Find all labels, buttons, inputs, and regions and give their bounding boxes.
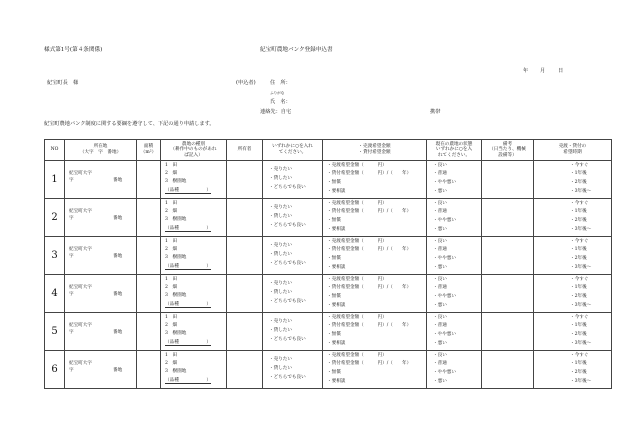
land-type-rice-label: 1 田 [165,315,178,320]
land-type-orchard-label: 3 樹園地 [165,255,187,260]
condition-cell[interactable] [427,275,482,313]
intent-cell[interactable] [263,275,323,313]
price-lease-option: ・貸付希望金額（ 円）/（ 年） [327,361,412,366]
header-land-type: 農地の種別 （耕作中のものがあれ ば記入） [161,140,227,161]
location-aza-label: 字 [69,368,74,373]
address-label: 住 所： [270,80,291,86]
price-sale-option: ・売渡希望金額（ 円） [327,353,387,358]
location-banchi-label: 番地 [113,254,123,259]
row-number: 2 [45,199,65,237]
condition-good-option: ・良い [433,163,447,168]
land-type-orchard-label: 3 樹園地 [165,331,187,336]
land-type-rice-label: 1 田 [165,201,178,206]
land-type-orchard-label: 3 樹園地 [165,369,187,374]
price-lease-option: ・貸付希望金額（ 円）/（ 年） [327,285,412,290]
timing-2yr-option: ・2年後 [570,294,587,299]
intent-sell-option: ・売りたい [269,281,292,286]
timing-cell[interactable] [534,275,612,313]
header-location: 所在地 （大字 字 番地） [65,140,137,161]
price-cell[interactable] [323,237,427,275]
condition-bad-option: ・悪い [433,303,447,308]
intent-cell[interactable] [263,161,323,199]
row-number: 3 [45,237,65,275]
price-cell[interactable] [323,161,427,199]
timing-cell[interactable] [534,313,612,351]
intent-lend-option: ・貸したい [269,176,292,181]
location-cell[interactable] [65,351,137,389]
contact-mobile-label: 携帯 [430,109,441,115]
header-intent: いずれかに○を入れ てください。 [263,140,323,161]
price-free-option: ・無償 [327,218,341,223]
condition-cell[interactable] [427,237,482,275]
timing-2yr-option: ・2年後 [570,180,587,185]
remarks-cell[interactable] [482,351,534,389]
location-banchi-label: 番地 [113,368,123,373]
condition-fair-option: ・やや悪い [433,294,456,299]
timing-1yr-option: ・1年後 [570,209,587,214]
intent-sell-option: ・売りたい [269,205,292,210]
price-lease-option: ・貸付希望金額（ 円）/（ 年） [327,171,412,176]
price-consult-option: ・要相談 [327,341,346,346]
furigana-label: ふりがな [270,91,285,95]
condition-good-option: ・良い [433,315,447,320]
remarks-cell[interactable] [482,313,534,351]
location-cell[interactable] [65,237,137,275]
location-aza-label: 字 [69,216,74,221]
condition-bad-option: ・悪い [433,379,447,384]
location-banchi-label: 番地 [113,330,123,335]
remarks-cell[interactable] [482,161,534,199]
timing-3yr-option: ・3年後～ [570,303,592,308]
price-sale-option: ・売渡希望金額（ 円） [327,201,387,206]
condition-normal-option: ・普通 [433,247,447,252]
intent-sell-option: ・売りたい [269,357,292,362]
timing-now-option: ・今すぐ [570,239,589,244]
condition-normal-option: ・普通 [433,285,447,290]
price-lease-option: ・貸付希望金額（ 円）/（ 年） [327,323,412,328]
price-consult-option: ・要相談 [327,189,346,194]
price-free-option: ・無償 [327,370,341,375]
location-banchi-label: 番地 [113,178,123,183]
price-lease-option: ・貸付希望金額（ 円）/（ 年） [327,209,412,214]
name-label: 氏 名： [270,99,291,105]
condition-cell[interactable] [427,351,482,389]
timing-cell[interactable] [534,237,612,275]
intent-cell[interactable] [263,237,323,275]
price-lease-option: ・貸付希望金額（ 円）/（ 年） [327,247,412,252]
land-type-cell[interactable] [161,237,227,275]
timing-1yr-option: ・1年後 [570,361,587,366]
condition-good-option: ・良い [433,353,447,358]
timing-cell[interactable] [534,199,612,237]
table-row [45,313,612,351]
price-sale-option: ・売渡希望金額（ 円） [327,163,387,168]
location-cell[interactable] [65,161,137,199]
intent-either-option: ・どちらでも良い [269,185,306,190]
intent-lend-option: ・貸したい [269,328,292,333]
land-type-field-label: 2 畑 [165,323,178,328]
location-cell[interactable] [65,313,137,351]
timing-cell[interactable] [534,351,612,389]
location-ooaza-label: 紀宝町大字 [69,285,92,290]
condition-good-option: ・良い [433,277,447,282]
location-cell[interactable] [65,199,137,237]
owner-cell[interactable] [227,351,263,389]
area-cell[interactable] [137,275,161,313]
row-number: 4 [45,275,65,313]
contact-home-label: 連絡先：自宅 [260,109,292,115]
land-type-field-label: 2 畑 [165,361,178,366]
condition-normal-option: ・普通 [433,361,447,366]
condition-cell[interactable] [427,161,482,199]
timing-2yr-option: ・2年後 [570,370,587,375]
area-cell[interactable] [137,351,161,389]
area-cell[interactable] [137,237,161,275]
remarks-cell[interactable] [482,275,534,313]
price-sale-option: ・売渡希望金額（ 円） [327,277,387,282]
price-consult-option: ・要相談 [327,379,346,384]
addressee: 紀宝町長 様 [47,80,79,86]
price-free-option: ・無償 [327,294,341,299]
header-no: NO [45,140,65,161]
condition-normal-option: ・普通 [433,171,447,176]
timing-3yr-option: ・3年後～ [570,379,592,384]
condition-fair-option: ・やや悪い [433,218,456,223]
header-owner: 所有者 [227,140,263,161]
land-type-cell[interactable] [161,275,227,313]
intent-lend-option: ・貸したい [269,290,292,295]
area-cell[interactable] [137,199,161,237]
condition-normal-option: ・普通 [433,209,447,214]
land-type-orchard-label: 3 樹園地 [165,217,187,222]
condition-bad-option: ・悪い [433,265,447,270]
price-cell[interactable] [323,199,427,237]
location-aza-label: 字 [69,254,74,259]
location-aza-label: 字 [69,178,74,183]
intent-cell[interactable] [263,199,323,237]
land-type-variety-label: （品種 ） [165,264,211,269]
timing-now-option: ・今すぐ [570,353,589,358]
location-aza-label: 字 [69,330,74,335]
header-area: 面積 （m²） [137,140,161,161]
area-cell[interactable] [137,313,161,351]
intent-either-option: ・どちらでも良い [269,375,306,380]
intent-sell-option: ・売りたい [269,243,292,248]
condition-bad-option: ・悪い [433,341,447,346]
row-number: 1 [45,161,65,199]
land-type-cell[interactable] [161,199,227,237]
land-type-variety-label: （品種 ） [165,188,211,193]
timing-cell[interactable] [534,161,612,199]
price-consult-option: ・要相談 [327,227,346,232]
timing-now-option: ・今すぐ [570,315,589,320]
condition-normal-option: ・普通 [433,323,447,328]
location-ooaza-label: 紀宝町大字 [69,361,92,366]
form-title: 紀宝町農地バンク登録申込書 [260,47,333,53]
condition-cell[interactable] [427,199,482,237]
date-day-label: 日 [558,68,564,74]
condition-fair-option: ・やや悪い [433,370,456,375]
land-type-orchard-label: 3 樹園地 [165,293,187,298]
location-banchi-label: 番地 [113,216,123,221]
table-header-row [45,140,612,161]
price-sale-option: ・売渡希望金額（ 円） [327,315,387,320]
date-month-label: 月 [540,68,546,74]
intent-either-option: ・どちらでも良い [269,261,306,266]
price-cell[interactable] [323,351,427,389]
applicant-label: (申込者) [236,80,256,86]
location-ooaza-label: 紀宝町大字 [69,209,92,214]
intent-sell-option: ・売りたい [269,319,292,324]
intent-either-option: ・どちらでも良い [269,223,306,228]
timing-1yr-option: ・1年後 [570,285,587,290]
price-free-option: ・無償 [327,256,341,261]
condition-good-option: ・良い [433,239,447,244]
location-aza-label: 字 [69,292,74,297]
intent-either-option: ・どちらでも良い [269,299,306,304]
intent-either-option: ・どちらでも良い [269,337,306,342]
location-cell[interactable] [65,275,137,313]
timing-1yr-option: ・1年後 [570,171,587,176]
timing-1yr-option: ・1年後 [570,247,587,252]
condition-fair-option: ・やや悪い [433,256,456,261]
header-timing: 売渡・貸付の 希望時期 [534,140,612,161]
price-consult-option: ・要相談 [327,303,346,308]
condition-bad-option: ・悪い [433,189,447,194]
area-cell[interactable] [137,161,161,199]
location-ooaza-label: 紀宝町大字 [69,247,92,252]
price-sale-option: ・売渡希望金額（ 円） [327,239,387,244]
timing-3yr-option: ・3年後～ [570,265,592,270]
land-type-cell[interactable] [161,161,227,199]
land-type-variety-label: （品種 ） [165,378,211,383]
land-type-cell[interactable] [161,351,227,389]
land-type-field-label: 2 畑 [165,209,178,214]
location-banchi-label: 番地 [113,292,123,297]
remarks-cell[interactable] [482,199,534,237]
owner-cell[interactable] [227,161,263,199]
timing-now-option: ・今すぐ [570,163,589,168]
price-cell[interactable] [323,313,427,351]
timing-now-option: ・今すぐ [570,277,589,282]
date-year-label: 年 [523,68,529,74]
timing-2yr-option: ・2年後 [570,256,587,261]
intent-lend-option: ・貸したい [269,214,292,219]
application-table [44,139,612,389]
row-number: 6 [45,351,65,389]
condition-fair-option: ・やや悪い [433,180,456,185]
condition-good-option: ・良い [433,201,447,206]
condition-cell[interactable] [427,313,482,351]
location-ooaza-label: 紀宝町大字 [69,323,92,328]
timing-3yr-option: ・3年後～ [570,227,592,232]
land-type-field-label: 2 畑 [165,247,178,252]
land-type-field-label: 2 畑 [165,171,178,176]
table-row [45,237,612,275]
table-row [45,275,612,313]
intent-lend-option: ・貸したい [269,252,292,257]
timing-2yr-option: ・2年後 [570,332,587,337]
header-remarks: 備考 （日当たり、機械 設備等） [482,140,534,161]
intro-text: 紀宝町農地バンク制度に関する要綱を遵守して、下記の通り申請します。 [44,121,215,127]
price-cell[interactable] [323,275,427,313]
table-row [45,161,612,199]
intent-cell[interactable] [263,351,323,389]
table-row [45,199,612,237]
owner-cell[interactable] [227,199,263,237]
land-type-rice-label: 1 田 [165,353,178,358]
owner-cell[interactable] [227,313,263,351]
intent-cell[interactable] [263,313,323,351]
price-consult-option: ・要相談 [327,265,346,270]
price-free-option: ・無償 [327,332,341,337]
timing-1yr-option: ・1年後 [570,323,587,328]
land-type-cell[interactable] [161,313,227,351]
timing-3yr-option: ・3年後～ [570,189,592,194]
owner-cell[interactable] [227,275,263,313]
intent-sell-option: ・売りたい [269,167,292,172]
form-id: 様式第1号(第４条関係) [44,47,103,53]
location-ooaza-label: 紀宝町大字 [69,171,92,176]
owner-cell[interactable] [227,237,263,275]
condition-fair-option: ・やや悪い [433,332,456,337]
land-type-rice-label: 1 田 [165,163,178,168]
land-type-variety-label: （品種 ） [165,302,211,307]
timing-now-option: ・今すぐ [570,201,589,206]
remarks-cell[interactable] [482,237,534,275]
land-type-orchard-label: 3 樹園地 [165,179,187,184]
row-number: 5 [45,313,65,351]
timing-2yr-option: ・2年後 [570,218,587,223]
land-type-variety-label: （品種 ） [165,226,211,231]
land-type-variety-label: （品種 ） [165,340,211,345]
land-type-rice-label: 1 田 [165,277,178,282]
header-condition: 現在の農地の状態 いずれかに○を入 れてください。 [427,140,482,161]
header-price: ・売渡希望金額 ・貸付希望金額 [323,140,427,161]
table-row [45,351,612,389]
timing-3yr-option: ・3年後～ [570,341,592,346]
land-type-rice-label: 1 田 [165,239,178,244]
land-type-field-label: 2 畑 [165,285,178,290]
intent-lend-option: ・貸したい [269,366,292,371]
price-free-option: ・無償 [327,180,341,185]
condition-bad-option: ・悪い [433,227,447,232]
